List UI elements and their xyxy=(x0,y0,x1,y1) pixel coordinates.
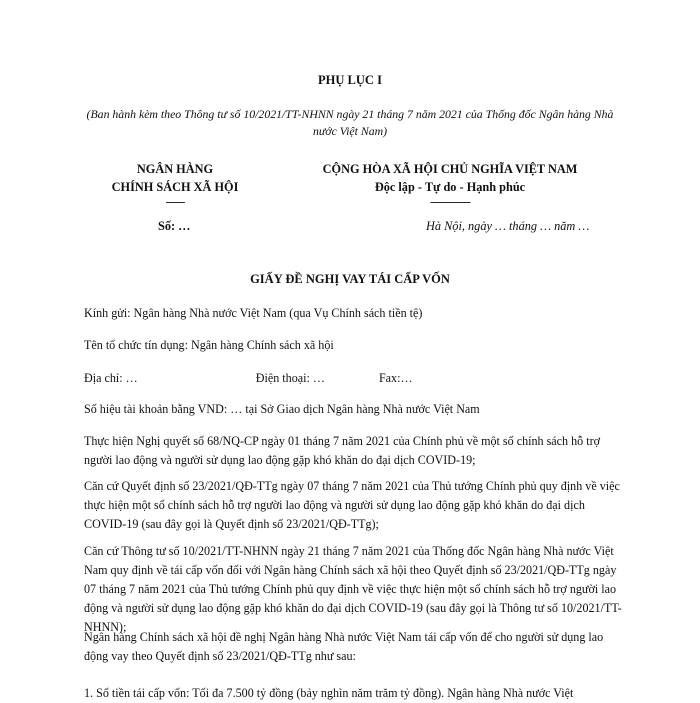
fax-field: Fax:… xyxy=(378,371,413,385)
recipient-line: Kính gửi: Ngân hàng Nhà nước Việt Nam (qua Vụ Chính sách tiền tệ) xyxy=(84,306,423,320)
issued-note: (Ban hành kèm theo Thông tư số 10/2021/TT-NHNN ngày 21 tháng 7 năm 2021 của Thống đốc Ngân hàng Nhà nước Việt Nam) xyxy=(86,107,614,138)
institution-line: Tên tổ chức tín dụng: Ngân hàng Chính sách xã hội xyxy=(84,338,334,352)
phone-field: Điện thoại: … xyxy=(255,371,325,385)
bank-name-line2: CHÍNH SÁCH XÃ HỘI xyxy=(111,180,239,194)
address-field: Địa chỉ: … xyxy=(84,371,138,385)
bank-rule: ------- xyxy=(165,196,185,208)
appendix-title: PHỤ LỤC I xyxy=(318,73,382,87)
item-1-partial: 1. Số tiền tái cấp vốn: Tối đa 7.500 tỷ đồng (bảy nghìn năm trăm tỷ đồng). Ngân hàng Nhà nước Việt xyxy=(84,686,574,700)
request-paragraph: Ngân hàng Chính sách xã hội đề nghị Ngân hàng Nhà nước Việt Nam tái cấp vốn để cho người sử dụng lao động vay theo Quyết định số 23/2021/QĐ-TTg như sau: xyxy=(84,630,604,663)
circular-paragraph: Căn cứ Thông tư số 10/2021/TT-NHNN ngày 21 tháng 7 năm 2021 của Thống đốc Ngân hàng Nhà nước Việt Nam quy định về tái cấp vốn đối với Ngân hàng Chính sách xã hội theo Quyết định số 23/2021/QĐ-TTg ngày 07 tháng 7 năm 2021 của Thủ tướng Chính phủ quy định về việc thực hiện một số chính sách hỗ trợ người lao động và người sử dụng lao động gặp khó khăn do đại dịch COVID-19 (sau đây gọi là Thông tư số 10/2021/TT-NHNN); xyxy=(84,544,622,634)
place-date: Hà Nội, ngày … tháng … năm … xyxy=(426,219,590,233)
account-line: Số hiệu tài khoản bằng VND: … tại Sở Giao dịch Ngân hàng Nhà nước Việt Nam xyxy=(84,402,480,416)
national-header-block xyxy=(285,160,615,208)
bank-name-line1: NGÂN HÀNG xyxy=(136,162,214,176)
motto-rule: --------------- xyxy=(430,196,470,208)
republic-name: CỘNG HÒA XÃ HỘI CHỦ NGHĨA VIỆT NAM xyxy=(322,162,578,176)
contact-line xyxy=(84,369,624,388)
national-motto: Độc lập - Tự do - Hạnh phúc xyxy=(374,180,526,194)
document-number: Số: … xyxy=(158,219,191,233)
issuing-bank-block xyxy=(90,160,260,208)
resolution-paragraph: Thực hiện Nghị quyết số 68/NQ-CP ngày 01 tháng 7 năm 2021 của Chính phủ về một số chính sách hỗ trợ người lao động và người sử dụng lao động gặp khó khăn do đại dịch COVID-19; xyxy=(84,434,601,467)
decision-paragraph: Căn cứ Quyết định số 23/2021/QĐ-TTg ngày 07 tháng 7 năm 2021 của Thủ tướng Chính phủ quy định về việc thực hiện một số chính sách hỗ trợ người lao động và người sử dụng lao động gặp khó khăn do đại dịch COVID-19 (sau đây gọi là Quyết định số 23/2021/QĐ-TTg); xyxy=(84,479,620,531)
document-title: GIẤY ĐỀ NGHỊ VAY TÁI CẤP VỐN xyxy=(250,272,450,286)
